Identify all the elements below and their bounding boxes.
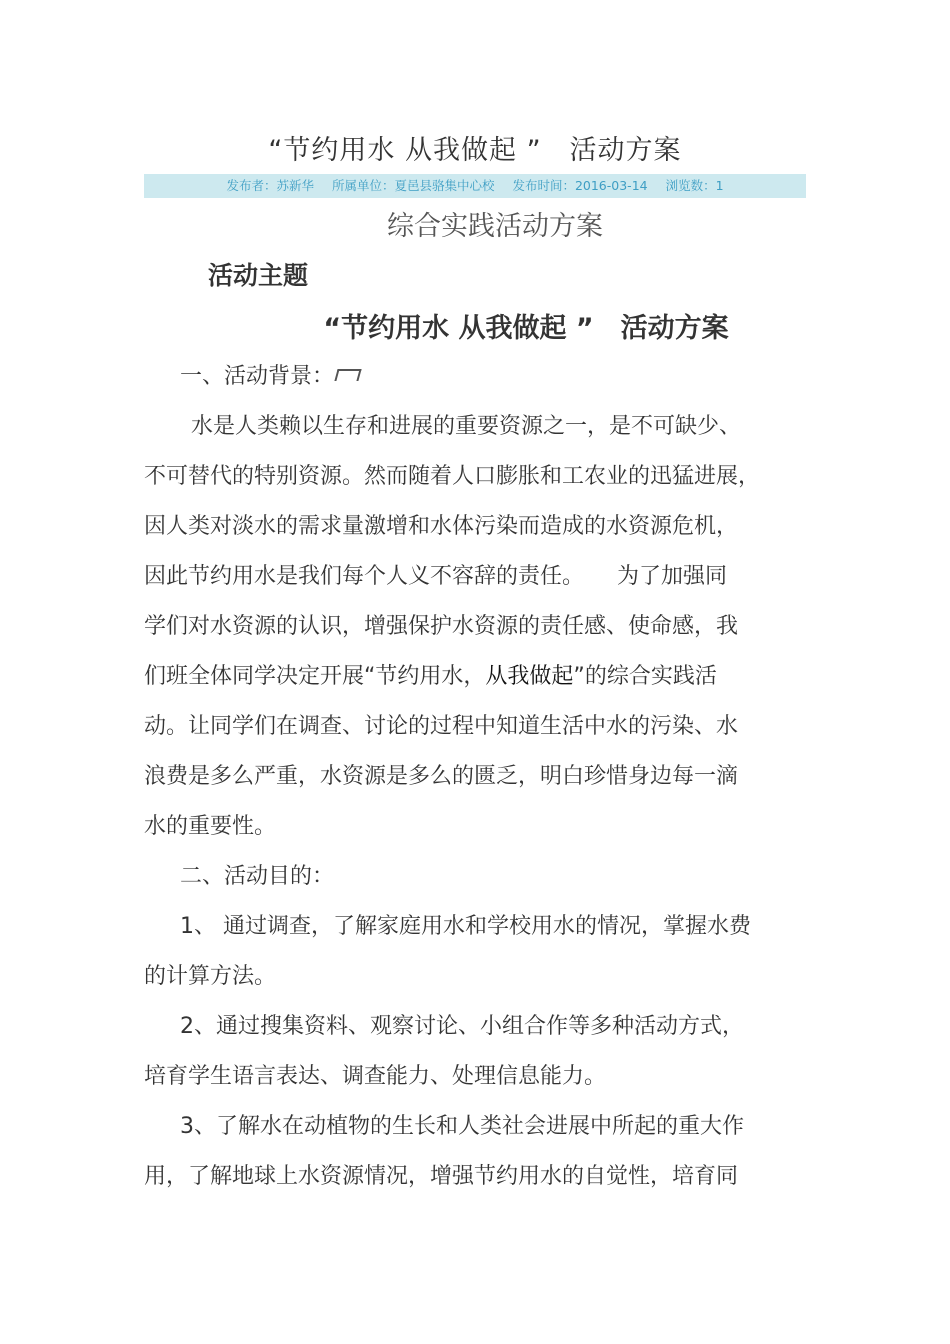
paragraph-line: 浪费是多么严重，水资源是多么的匮乏，明白珍惜身边每一滴 [144, 764, 739, 789]
theme-label: 活动主题 [208, 261, 309, 290]
paragraph-line: 水的重要性。 [144, 814, 277, 839]
section-heading-background: 一、活动背景： [180, 352, 360, 402]
highlight-phrase: 从我做起 [485, 664, 574, 689]
section-heading-purpose: 二、活动目的： [180, 864, 335, 889]
paragraph-line: 水是人类赖以生存和进展的重要资源之一，是不可缺少、 [191, 414, 742, 439]
paragraph-line: 的计算方法。 [144, 964, 277, 989]
meta-unit: 所属单位：夏邑县骆集中心校 [331, 178, 495, 193]
purpose-item-2: 2、通过搜集资料、观察讨论、小组合作等多种活动方式， [180, 1014, 744, 1039]
purpose-item-3: 3、了解水在动植物的生长和人类社会进展中所起的重大作 [180, 1114, 744, 1139]
paragraph-line: 学们对水资源的认识，增强保护水资源的责任感、使命感，我 [144, 614, 739, 639]
paragraph-line: 因此节约用水是我们每个人义不容辞的责任。 为了加强同 [144, 564, 728, 589]
document-subtitle: 综合实践活动方案 [387, 211, 603, 242]
paragraph-line: 动。让同学们在调查、讨论的过程中知道生活中水的污染、水 [144, 714, 739, 739]
meta-bar [144, 174, 806, 198]
purpose-item-1: 1、 通过调查，了解家庭用水和学校用水的情况，掌握水费 [180, 914, 751, 939]
meta-publish-time: 发布时间：2016-03-14 [512, 178, 648, 193]
meta-views: 浏览数：1 [665, 178, 724, 193]
paragraph-line: 不可替代的特别资源。然而随着人口膨胀和工农业的迅猛进展， [144, 464, 761, 489]
page-title: “节约用水 从我做起 ” 活动方案 [268, 135, 682, 166]
paragraph-line: 们班全体同学决定开展“节约用水，从我做起”的综合实践活 [144, 664, 717, 689]
theme-title: “节约用水 从我做起 ” 活动方案 [323, 313, 729, 344]
paragraph-line: 因人类对淡水的需求量激增和水体污染而造成的水资源危机， [144, 514, 739, 539]
paragraph-line: 用，了解地球上水资源情况，增强节约用水的自觉性，培育同 [144, 1164, 739, 1189]
paragraph-line: 培育学生语言表达、调查能力、处理信息能力。 [144, 1064, 607, 1089]
edit-mark-icon [334, 369, 361, 381]
meta-publisher: 发布者：苏新华 [226, 178, 314, 193]
